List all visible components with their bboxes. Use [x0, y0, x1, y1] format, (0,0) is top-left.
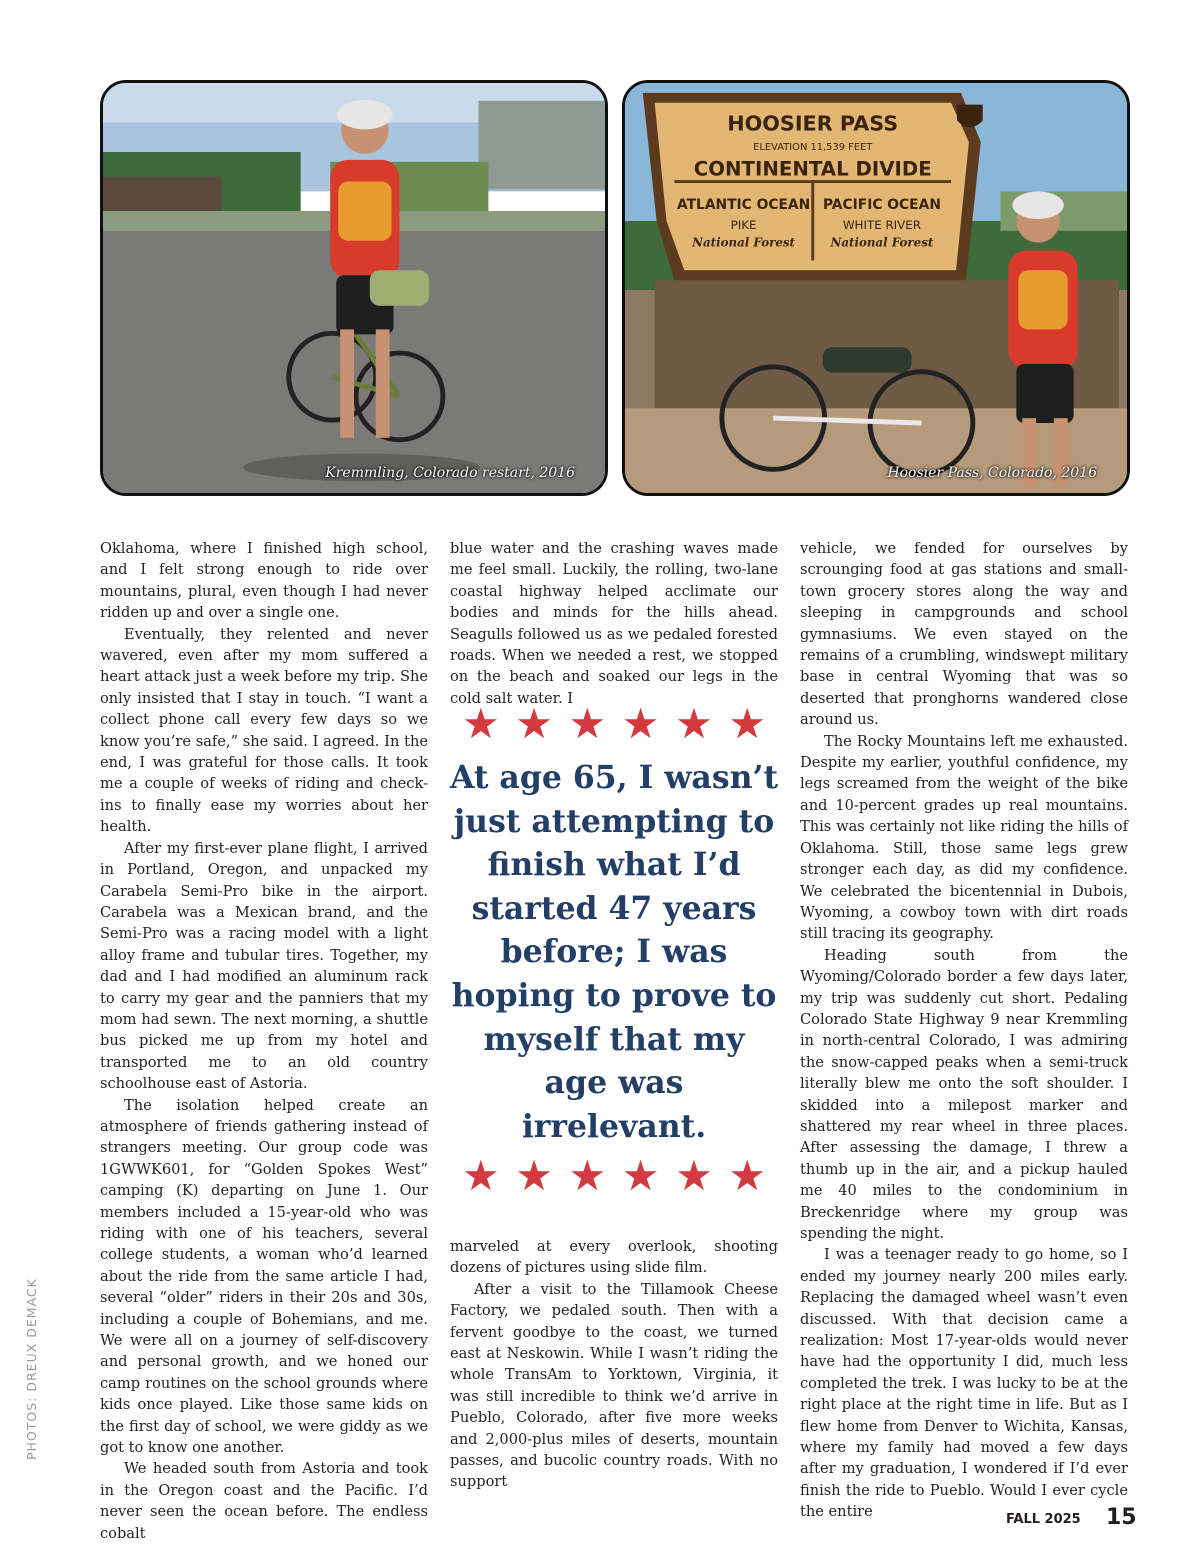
star-row-top	[450, 699, 778, 748]
paragraph: vehicle, we fended for ourselves by scrounging food at gas stations and small-town grocery stores along the way and sleeping in campgrounds and school gymnasiums. We even stayed on the remains of a crumbling, windswept military base in central Wyoming that was so deserted that pronghorns wandered close around us.	[800, 540, 1128, 729]
article-column-1	[100, 538, 428, 1544]
article-column-2-bottom	[450, 1236, 778, 1493]
star-icon: ★	[621, 1151, 660, 1201]
article-column-2-top	[450, 538, 778, 709]
sign-atlantic: ATLANTIC OCEAN	[676, 197, 811, 214]
paragraph: We headed south from Astoria and took in the Oregon coast and the Pacific. I’d never seen the ocean before. The endless cobalt	[100, 1460, 428, 1542]
article-column-3	[800, 538, 1128, 1523]
photo-caption: Hoosier Pass, Colorado, 2016	[887, 465, 1097, 481]
paragraph: Heading south from the Wyoming/Colorado border a few days later, my trip was suddenly cut short. Pedaling Colorado State Highway 9 near Kremmling in north-central Colorado, I was admiring the snow-capped peaks when a semi-truck literally blew me onto the soft shoulder. I skidded into a milepost marker and shattered my rear wheel in three places. After assessing the damage, I threw a thumb up in the air, and a pickup hauled me 40 miles to the condominium in Breckenridge where my group was spending the night.	[800, 946, 1128, 1242]
star-icon: ★	[515, 699, 553, 748]
star-icon: ★	[621, 699, 660, 748]
star-icon: ★	[515, 1151, 553, 1201]
star-icon: ★	[728, 1151, 766, 1201]
sign-pacific: PACIFIC OCEAN	[822, 197, 941, 214]
star-icon: ★	[728, 699, 766, 748]
star-icon: ★	[675, 1151, 713, 1201]
star-icon: ★	[675, 699, 713, 748]
photo-hoosier-pass	[622, 80, 1130, 496]
photo-credit: PHOTOS: DREUX DEMACK	[24, 1278, 39, 1460]
paragraph: Eventually, they relented and never wavered, even after my mom suffered a heart attack just a week before my trip. She only insisted that I stay in touch. “I want a collect phone call every few days so we know you’re safe,” she said. I agreed. In the end, I was grateful for those calls. It took me a couple of weeks of riding and check-ins to finally ease my worries about her health.	[100, 625, 428, 836]
star-icon: ★	[462, 699, 500, 748]
photo-kremmling	[100, 80, 608, 496]
sign-title: HOOSIER PASS	[727, 111, 899, 136]
pull-quote	[450, 699, 778, 1222]
pull-quote-text: At age 65, I wasn’t just attempting to finish what I’d started 47 years before; I was hoping to prove to myself that my age was irrelevant.	[450, 759, 778, 1145]
paragraph: The Rocky Mountains left me exhausted. Despite my earlier, youthful confidence, my legs screamed from the weight of the bike and 10-percent grades up real mountains. This was certainly not like riding the hills of Oklahoma. Still, those same legs grew stronger each day, as did my confidence. We celebrated the bicentennial in Dubois, Wyoming, a cowboy town with dirt roads still tracing its geography.	[800, 732, 1128, 943]
star-icon: ★	[568, 1151, 607, 1201]
sign-elevation: ELEVATION 11,539 FEET	[753, 142, 873, 154]
issue-label: FALL 2025	[1006, 1512, 1081, 1527]
paragraph: marveled at every overlook, shooting dozens of pictures using slide film.	[450, 1238, 778, 1277]
star-icon: ★	[462, 1151, 500, 1201]
photo-caption: Kremmling, Colorado restart, 2016	[325, 465, 575, 481]
sign-photo-illustration	[625, 83, 1127, 493]
star-icon: ★	[568, 699, 607, 748]
paragraph: I was a teenager ready to go home, so I ended my journey nearly 200 miles early. Replacing the damaged wheel wasn’t even discussed. With that decision came a realization: Most 17-year-olds would never have had the opportunity I did, much less completed the trek. I was lucky to be at the right place at the right time in life. But as I flew home from Denver to Wichita, Kansas, where my family had moved a few days after my graduation, I wondered if I’d ever finish the ride to Pueblo. Would I ever cycle the entire	[800, 1246, 1128, 1521]
paragraph: blue water and the crashing waves made me feel small. Luckily, the rolling, two-lane coastal highway helped acclimate our bodies and minds for the hills ahead. Seagulls followed us as we pedaled forested roads. When we needed a rest, we stopped on the beach and soaked our legs in the cold salt water. I	[450, 540, 778, 707]
sign-divide: CONTINENTAL DIVIDE	[693, 157, 932, 181]
sign-white-river-sub: National Forest	[830, 235, 934, 250]
paragraph: The isolation helped create an atmosphere of friends gathering instead of strangers meeting. Our group code was 1GWWK601, for “Golden Spokes West” camping (K) departing on June 1. Our members included a 15-year-old who was riding with one of his teachers, several college students, a woman who’d learned about the ride from the same article I had, several “older” riders in their 20s and 30s, including a couple of Bohemians, and me. We were all on a journey of self-discovery and personal growth, and we honed our camp routines on the school grounds where kids once played. Like those same kids on the first day of school, we were giddy as we got to know one another.	[100, 1096, 428, 1457]
star-row-bottom	[450, 1151, 778, 1201]
paragraph: Oklahoma, where I finished high school, and I felt strong enough to ride over mountains, plural, even though I had never ridden up and over a single one.	[100, 540, 428, 622]
usfs-shield-icon	[957, 105, 983, 128]
sign-pike-sub: National Forest	[692, 235, 796, 250]
paragraph: After a visit to the Tillamook Cheese Factory, we pedaled south. Then with a fervent goodbye to the coast, we turned east at Neskowin. While I wasn’t riding the whole TransAm to Yorktown, Virginia, it was still incredible to think we’d arrive in Pueblo, Colorado, after five more weeks and 2,000-plus miles of deserts, mountain passes, and bucolic country roads. With no support	[450, 1280, 778, 1491]
paragraph: After my first-ever plane flight, I arrived in Portland, Oregon, and unpacked my Carabela Semi-Pro bike in the airport. Carabela was a Mexican brand, and the Semi-Pro was a racing model with a light alloy frame and tubular tires. Together, my dad and I had modified an aluminum rack to carry my gear and the panniers that my mom had sewn. The next morning, a shuttle bus picked me up from my hotel and transported me to an old country schoolhouse east of Astoria.	[100, 839, 428, 1093]
sign-pike: PIKE	[730, 217, 757, 232]
sign-white-river: WHITE RIVER	[842, 217, 921, 232]
page-number: 15	[1106, 1505, 1137, 1530]
cyclist-photo-illustration	[103, 83, 605, 493]
